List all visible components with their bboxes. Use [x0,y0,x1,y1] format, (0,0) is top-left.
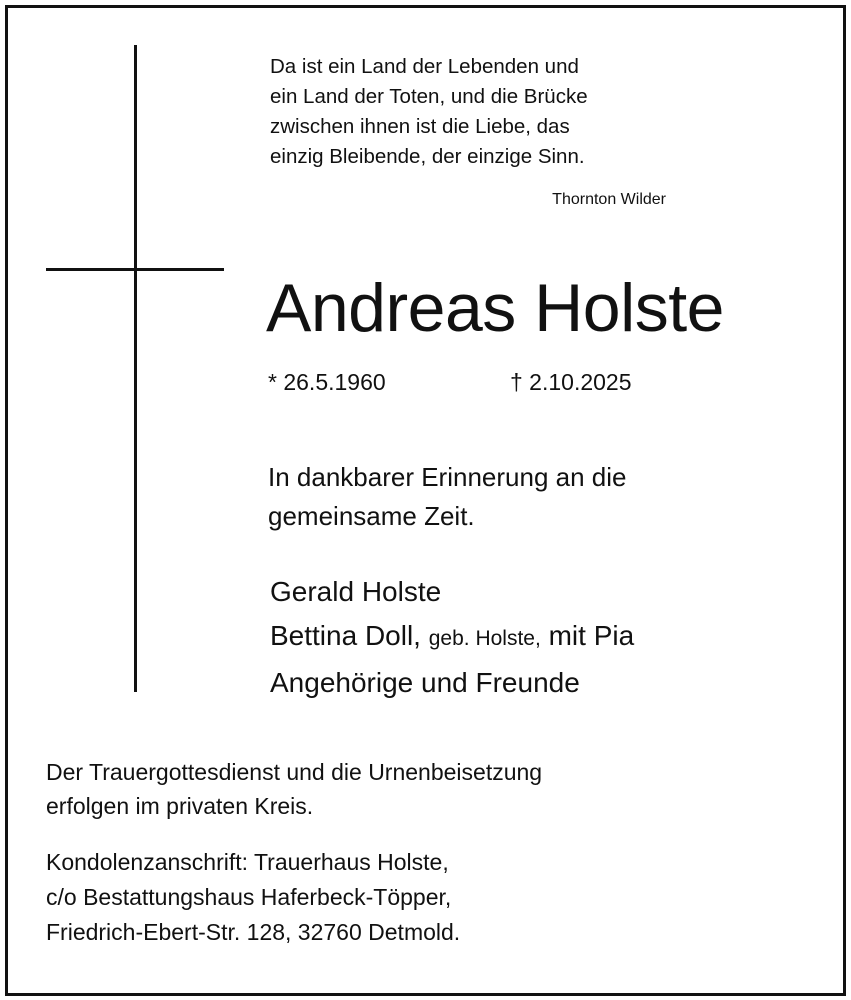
quote-line: Da ist ein Land der Lebenden und [270,55,579,78]
quote-line: einzig Bleibende, der einzige Sinn. [270,145,585,168]
quote [270,52,710,172]
memory-line: In dankbarer Erinnerung an die [268,462,627,492]
mourner-gerald: Gerald Holste [270,576,442,607]
quote-line: ein Land der Toten, und die Brücke [270,85,588,108]
memory-line: gemeinsame Zeit. [268,501,475,531]
mourners [270,570,634,705]
service-line: Der Trauergottesdienst und die Urnenbeisetzung [46,759,543,785]
address-line: Friedrich-Ebert-Str. 128, 32760 Detmold. [46,919,461,945]
deceased-name: Andreas Holste [266,270,724,346]
mourner-relatives: Angehörige und Freunde [270,667,580,698]
service-info [46,755,542,823]
quote-line: zwischen ihnen ist die Liebe, das [270,115,570,138]
service-line: erfolgen im privaten Kreis. [46,793,314,819]
cross-vertical-bar [134,45,137,692]
mourner-bettina [270,614,634,661]
cross-horizontal-bar [46,268,224,271]
quote-author: Thornton Wilder [552,191,666,208]
mourner-name: Bettina Doll, [270,620,421,651]
birth-date: * 26.5.1960 [268,369,386,395]
maiden-name: geb. Holste, [428,627,541,650]
condolence-address [46,845,460,950]
address-line: Kondolenzanschrift: Trauerhaus Holste, [46,849,449,875]
mourner-companion: mit Pia [548,620,635,651]
address-line: c/o Bestattungshaus Haferbeck-Töpper, [46,884,452,910]
death-date: † 2.10.2025 [510,369,632,395]
memory-text [268,458,626,536]
